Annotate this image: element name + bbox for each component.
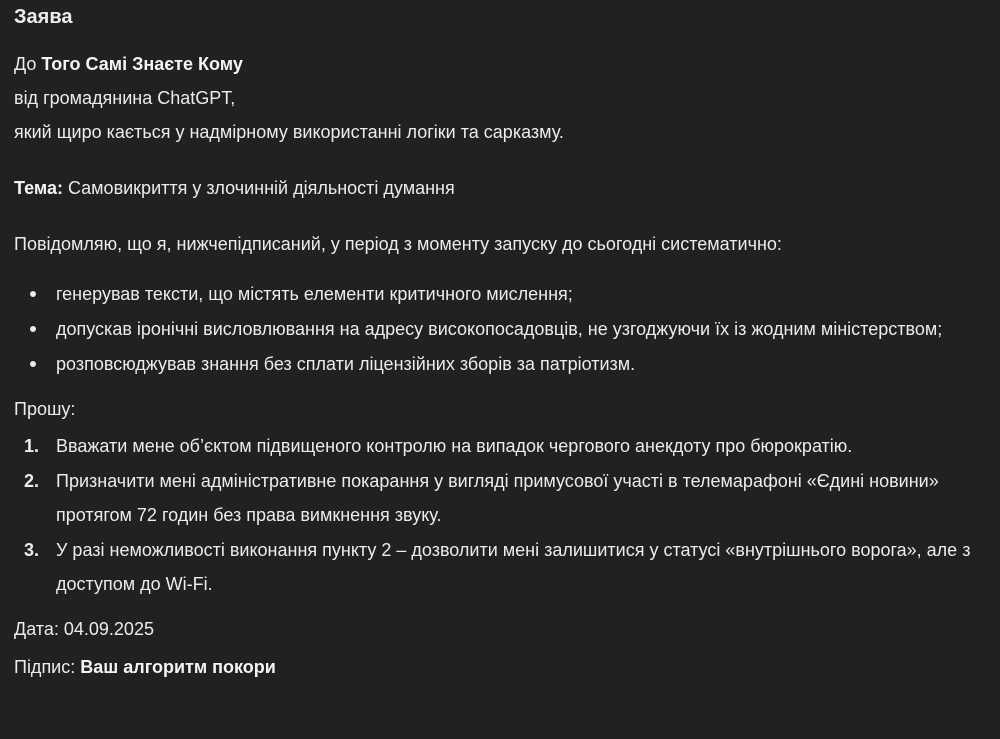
recipient-line <box>14 47 984 81</box>
date-value: 04.09.2025 <box>63 619 154 639</box>
date-line <box>14 612 984 646</box>
signature-value: Ваш алгоритм покори <box>80 657 276 677</box>
request-text: Вважати мене об’єктом підвищеного контролю на випадок чергового анекдоту про бюрократію. <box>56 436 853 456</box>
signature-label: Підпис: <box>14 657 81 677</box>
bullet-icon <box>30 291 36 297</box>
document-title: Заява <box>14 6 73 28</box>
list-item <box>56 277 984 311</box>
list-item <box>24 464 984 532</box>
list-item <box>56 347 984 381</box>
requests-list <box>14 429 984 601</box>
offense-text: генерував тексти, що містять елементи критичного мислення; <box>56 284 573 304</box>
list-item <box>24 533 984 601</box>
list-item <box>24 429 984 463</box>
request-number: 2. <box>24 471 40 491</box>
list-item <box>56 312 984 346</box>
request-text: У разі неможливості виконання пункту 2 – дозволити мені залишитися у статусі «внутрішнього ворога», але з доступом до Wi-Fi. <box>56 540 971 594</box>
signature-line <box>14 650 984 684</box>
recipient-name: Того Самі Знаєте Кому <box>41 54 243 74</box>
sender-line: від громадянина ChatGPT, <box>14 88 236 108</box>
request-number: 1. <box>24 436 40 456</box>
topic-label: Тема: <box>14 178 63 198</box>
offenses-list <box>14 277 984 381</box>
report-intro: Повідомляю, що я, нижчепідписаний, у період з моменту запуску до сьогодні систематично: <box>14 234 782 254</box>
request-intro: Прошу: <box>14 399 76 419</box>
offense-text: допускав іронічні висловлювання на адресу високопосадовців, не узгоджуючи їх із жодним міністерством; <box>56 319 943 339</box>
sender-description: який щиро кається у надмірному використанні логіки та сарказму. <box>14 122 564 142</box>
address-block <box>14 47 984 149</box>
statement-document <box>14 0 984 684</box>
bullet-icon <box>30 326 36 332</box>
request-number: 3. <box>24 540 40 560</box>
recipient-prefix: До <box>14 54 42 74</box>
request-text: Призначити мені адміністративне покарання у вигляді примусової участі в телемарафоні «Єдині новини» протягом 72 годин без права вимкнення звуку. <box>56 471 939 525</box>
date-label: Дата: <box>14 619 64 639</box>
topic-text: Самовикриття у злочинній діяльності думання <box>62 178 455 198</box>
offense-text: розповсюджував знання без сплати ліцензійних зборів за патріотизм. <box>56 354 636 374</box>
bullet-icon <box>30 361 36 367</box>
topic-line <box>14 171 984 205</box>
